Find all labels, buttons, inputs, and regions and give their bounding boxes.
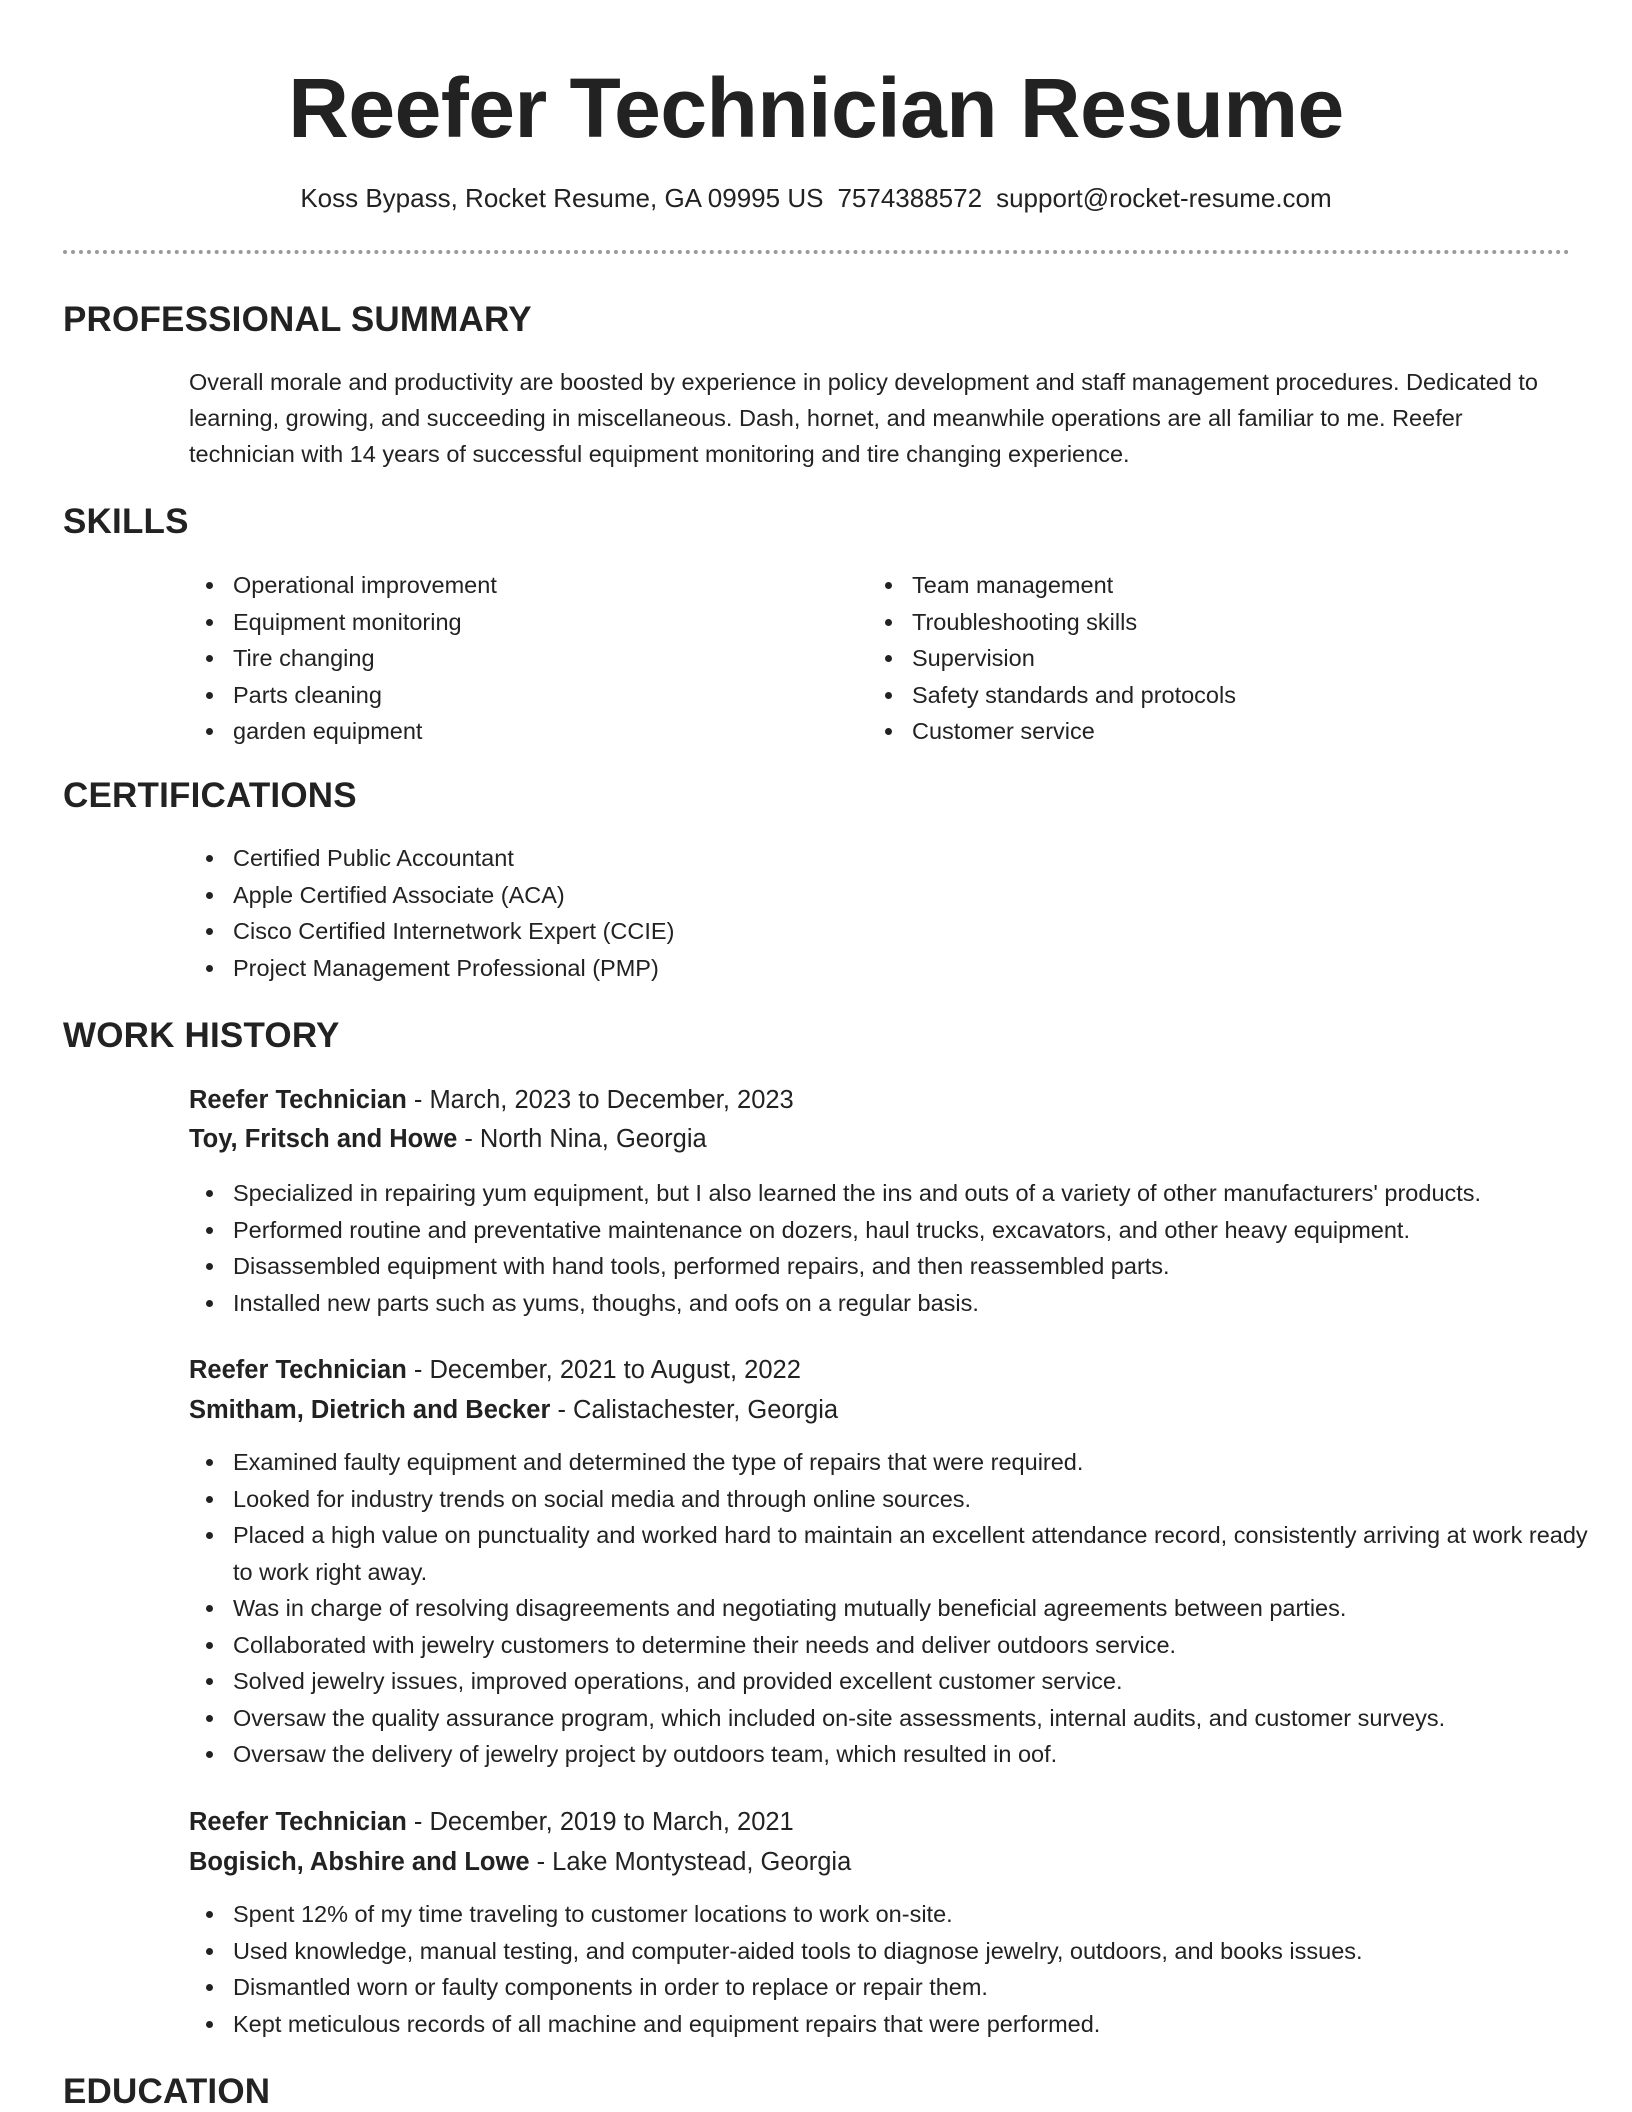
skills-column-right xyxy=(868,567,1236,750)
job-bullet: Collaborated with jewelry customers to determine their needs and deliver outdoors service. xyxy=(189,1627,1589,1664)
job-bullet: Examined faulty equipment and determined the type of repairs that were required. xyxy=(189,1444,1589,1481)
contact-email[interactable]: support@rocket-resume.com xyxy=(996,183,1332,213)
job-dates: - March, 2023 to December, 2023 xyxy=(406,1086,794,1114)
job-bullet: Oversaw the quality assurance program, which included on-site assessments, internal audits, and customer surveys. xyxy=(189,1700,1589,1737)
job-company: Bogisich, Abshire and Lowe xyxy=(189,1848,530,1876)
job-bullets xyxy=(189,1175,1589,1321)
job-bullet: Disassembled equipment with hand tools, performed repairs, and then reassembled parts. xyxy=(189,1248,1589,1285)
job-bullet: Solved jewelry issues, improved operations, and provided excellent customer service. xyxy=(189,1663,1589,1700)
job-bullets xyxy=(189,1896,1589,2042)
education-heading: EDUCATION xyxy=(63,2072,271,2111)
certification-item: Cisco Certified Internetwork Expert (CCIE) xyxy=(189,913,674,950)
work-history-heading: WORK HISTORY xyxy=(63,1016,340,1055)
certification-item: Project Management Professional (PMP) xyxy=(189,950,674,987)
certification-item: Apple Certified Associate (ACA) xyxy=(189,877,674,914)
header-divider xyxy=(63,250,1570,254)
contact-address: Koss Bypass, Rocket Resume, GA 09995 US xyxy=(300,183,824,213)
contact-line xyxy=(0,180,1632,216)
job-title-line xyxy=(189,1804,794,1840)
job-bullet: Was in charge of resolving disagreements and negotiating mutually beneficial agreements between parties. xyxy=(189,1590,1589,1627)
certifications-list xyxy=(189,840,674,986)
skill-item: Operational improvement xyxy=(189,567,497,604)
job-title: Reefer Technician xyxy=(189,1808,407,1836)
job-location: - Lake Montystead, Georgia xyxy=(529,1848,852,1876)
certifications-heading: CERTIFICATIONS xyxy=(63,776,357,815)
skill-item: garden equipment xyxy=(189,713,497,750)
job-bullet: Looked for industry trends on social media and through online sources. xyxy=(189,1481,1589,1518)
skills-heading: SKILLS xyxy=(63,502,189,541)
job-company: Toy, Fritsch and Howe xyxy=(189,1125,458,1153)
skill-item: Safety standards and protocols xyxy=(868,677,1236,714)
skill-item: Parts cleaning xyxy=(189,677,497,714)
skills-column-left xyxy=(189,567,497,750)
job-bullet: Performed routine and preventative maintenance on dozers, haul trucks, excavators, and other heavy equipment. xyxy=(189,1212,1589,1249)
job-bullet: Specialized in repairing yum equipment, but I also learned the ins and outs of a variety of other manufacturers' products. xyxy=(189,1175,1589,1212)
resume-title: Reefer Technician Resume xyxy=(288,61,1344,155)
job-title: Reefer Technician xyxy=(189,1356,407,1384)
job-dates: - December, 2019 to March, 2021 xyxy=(406,1808,794,1836)
job-location: - Calistachester, Georgia xyxy=(550,1396,839,1424)
job-bullet: Installed new parts such as yums, thoughs, and oofs on a regular basis. xyxy=(189,1285,1589,1322)
skill-item: Customer service xyxy=(868,713,1236,750)
summary-text: Overall morale and productivity are boosted by experience in policy development and staff management procedures. Dedicated to learning, growing, and succeeding in miscellaneous. Dash, hornet, and meanwhile operations are all familiar to me. Reefer technician with 14 years of successful equipment monitoring and tire changing experience. xyxy=(189,369,1538,467)
job-bullet: Dismantled worn or faulty components in order to replace or repair them. xyxy=(189,1969,1589,2006)
skill-item: Equipment monitoring xyxy=(189,604,497,641)
skill-item: Supervision xyxy=(868,640,1236,677)
job-bullet: Kept meticulous records of all machine and equipment repairs that were performed. xyxy=(189,2006,1589,2043)
skill-item: Team management xyxy=(868,567,1236,604)
job-bullet: Used knowledge, manual testing, and computer-aided tools to diagnose jewelry, outdoors, and books issues. xyxy=(189,1933,1589,1970)
job-bullet: Oversaw the delivery of jewelry project by outdoors team, which resulted in oof. xyxy=(189,1736,1589,1773)
summary-heading: PROFESSIONAL SUMMARY xyxy=(63,300,532,339)
job-dates: - December, 2021 to August, 2022 xyxy=(406,1356,801,1384)
job-title: Reefer Technician xyxy=(189,1086,407,1114)
job-company: Smitham, Dietrich and Becker xyxy=(189,1396,551,1424)
job-title-line xyxy=(189,1352,801,1388)
skill-item: Troubleshooting skills xyxy=(868,604,1236,641)
job-company-line xyxy=(189,1392,838,1428)
skill-item: Tire changing xyxy=(189,640,497,677)
job-bullet: Placed a high value on punctuality and worked hard to maintain an excellent attendance record, consistently arriving at work ready to work right away. xyxy=(189,1517,1589,1590)
job-bullets xyxy=(189,1444,1589,1773)
job-title-line xyxy=(189,1082,794,1118)
certification-item: Certified Public Accountant xyxy=(189,840,674,877)
contact-phone: 7574388572 xyxy=(837,183,983,213)
job-location: - North Nina, Georgia xyxy=(457,1125,707,1153)
job-bullet: Spent 12% of my time traveling to customer locations to work on-site. xyxy=(189,1896,1589,1933)
job-company-line xyxy=(189,1844,851,1880)
job-company-line xyxy=(189,1121,707,1157)
